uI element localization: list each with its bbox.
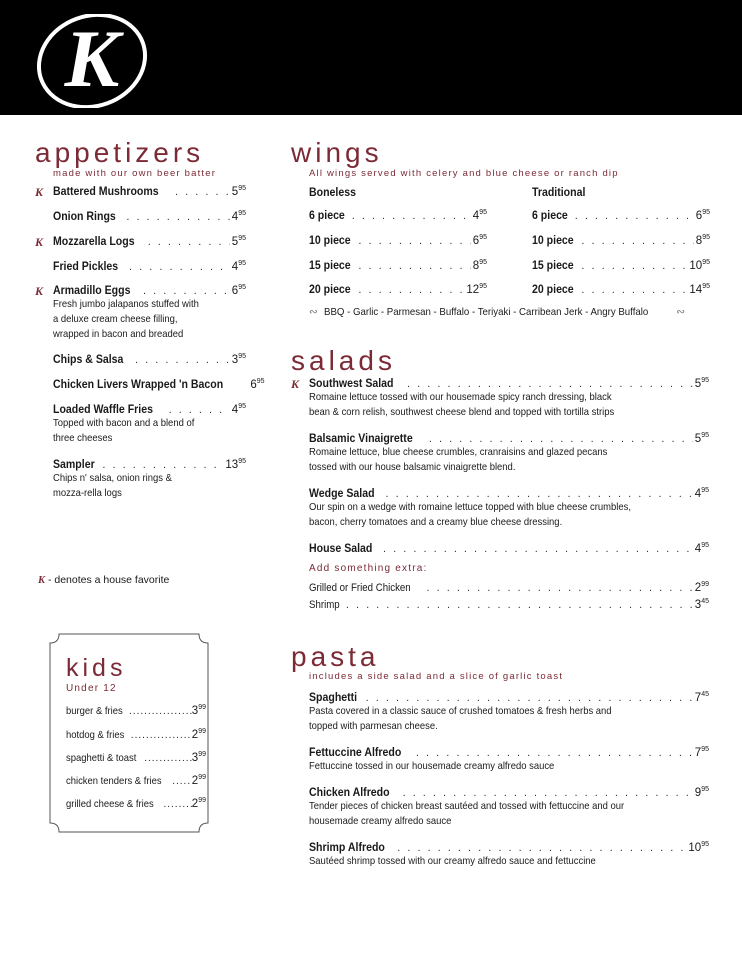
leader-dots	[102, 459, 223, 471]
menu-item	[53, 457, 246, 501]
price-cents: 95	[238, 353, 246, 361]
menu-item-name: Armadillo Eggs	[53, 283, 131, 297]
favorite-legend	[38, 574, 169, 586]
menu-item-row	[53, 283, 246, 297]
menu-item-price	[696, 209, 710, 222]
menu-item-row	[309, 282, 487, 296]
menu-item	[309, 282, 487, 296]
favorite-mark-icon: K	[38, 575, 46, 586]
leader-dots	[581, 235, 693, 247]
logo-letter: K	[64, 14, 120, 104]
kids-item-name: spaghetti & toast	[66, 751, 137, 764]
menu-item-price	[473, 209, 487, 222]
price-dollars: 5	[231, 236, 239, 248]
menu-item-price	[473, 234, 487, 247]
leader-dots	[427, 582, 693, 594]
menu-item-price	[688, 841, 709, 854]
menu-item	[309, 840, 709, 869]
menu-item-price	[473, 259, 487, 272]
menu-item	[309, 233, 487, 247]
price-dollars: 4	[472, 210, 480, 222]
menu-item-name: House Salad	[309, 541, 373, 555]
menu-item-description: Tender pieces of chicken breast sautéed and tossed with fettuccine and our housemade creamy alfredo sauce	[309, 800, 625, 827]
k-logo-icon	[36, 14, 148, 108]
menu-item	[53, 402, 246, 446]
menu-item-price	[250, 378, 264, 391]
leader-dots	[163, 799, 191, 810]
price-dollars: 6	[472, 235, 480, 247]
menu-item-row	[532, 282, 710, 296]
menu-item-description: Romaine lettuce, blue cheese crumbles, cranraisins and glazed pecans tossed with our house balsamic vinaigrette blend.	[309, 446, 608, 473]
price-dollars: 4	[231, 211, 239, 223]
house-favorite-icon: K	[35, 284, 44, 298]
price-cents: 99	[198, 774, 206, 781]
price-dollars: 4	[231, 261, 239, 273]
price-dollars: 2	[694, 581, 702, 594]
menu-item-name: Sampler	[53, 457, 95, 471]
menu-item-description: Sautéed shrimp tossed with our creamy alfredo sauce and fettuccine	[309, 855, 596, 867]
leader-dots	[366, 692, 693, 704]
menu-item	[532, 282, 710, 296]
menu-item	[532, 233, 710, 247]
price-dollars: 8	[695, 235, 703, 247]
menu-item-price	[696, 234, 710, 247]
leader-dots	[352, 210, 471, 222]
menu-item-row	[53, 209, 246, 223]
leader-dots	[129, 261, 230, 273]
menu-item-price	[695, 786, 709, 799]
leader-dots	[407, 378, 693, 390]
menu-item-name: Balsamic Vinaigrette	[309, 431, 413, 445]
menu-item-name: 20 piece	[532, 282, 574, 296]
menu-item	[35, 234, 246, 249]
leader-dots	[126, 211, 229, 223]
menu-item-name: Wedge Salad	[309, 486, 375, 500]
price-cents: 99	[198, 751, 206, 758]
leader-dots	[385, 488, 692, 500]
price-dollars: 3	[191, 704, 199, 717]
price-dollars: 8	[472, 260, 480, 272]
menu-item-row	[309, 486, 709, 500]
kids-item-price	[192, 751, 206, 764]
menu-item-price	[689, 283, 710, 296]
price-cents: 95	[238, 458, 246, 466]
price-cents: 99	[198, 728, 206, 735]
price-cents: 95	[479, 283, 487, 291]
menu-item-price	[232, 185, 246, 198]
menu-item-name: 6 piece	[309, 208, 345, 222]
menu-item-row	[309, 431, 709, 445]
price-cents: 99	[198, 797, 206, 804]
leader-dots	[143, 285, 230, 297]
boneless-header: Boneless	[309, 185, 356, 199]
kids-menu-item	[66, 704, 206, 717]
leader-dots	[581, 260, 687, 272]
leader-dots	[129, 706, 192, 717]
kids-subtitle: Under 12	[66, 683, 117, 694]
menu-item-price	[232, 235, 246, 248]
leader-dots	[581, 284, 687, 296]
menu-item-name: Chicken Livers Wrapped 'n Bacon	[53, 377, 224, 391]
menu-item-price	[695, 377, 709, 390]
leader-dots	[429, 433, 693, 445]
price-cents: 95	[479, 234, 487, 242]
price-cents: 95	[238, 210, 246, 218]
menu-item	[53, 377, 265, 391]
price-cents: 95	[701, 542, 709, 550]
menu-item-name: Onion Rings	[53, 209, 116, 223]
price-dollars: 3	[694, 598, 702, 611]
price-dollars: 14	[689, 284, 703, 296]
leader-dots	[135, 354, 230, 366]
menu-item-row	[309, 376, 709, 390]
menu-item-price	[466, 283, 487, 296]
price-cents: 95	[238, 235, 246, 243]
price-cents: 95	[701, 432, 709, 440]
menu-item-price	[695, 598, 709, 611]
wing-flavors	[309, 306, 685, 318]
menu-item-row	[53, 259, 246, 273]
menu-item-price	[695, 432, 709, 445]
price-dollars: 3	[191, 751, 199, 764]
menu-item-price	[695, 487, 709, 500]
menu-item-row	[53, 402, 246, 416]
menu-item-name: 10 piece	[309, 233, 351, 247]
menu-item	[309, 258, 487, 272]
traditional-header: Traditional	[532, 185, 586, 199]
price-cents: 95	[701, 487, 709, 495]
price-dollars: 2	[191, 728, 199, 741]
menu-item-price	[232, 260, 246, 273]
menu-item-price	[695, 581, 709, 594]
leader-dots	[358, 284, 464, 296]
menu-item-row	[309, 840, 709, 854]
price-cents: 95	[701, 841, 709, 849]
price-cents: 45	[701, 691, 709, 699]
flourish-right-icon: ∾	[676, 306, 686, 318]
price-cents: 95	[479, 259, 487, 267]
kids-item-price	[192, 774, 206, 787]
price-dollars: 10	[688, 842, 702, 854]
price-cents: 99	[701, 581, 709, 588]
pasta-title: pasta	[291, 641, 380, 672]
menu-item-price	[689, 259, 710, 272]
leader-dots	[148, 236, 230, 248]
price-dollars: 6	[231, 285, 239, 297]
menu-item	[532, 208, 710, 222]
menu-item-row	[532, 208, 710, 222]
menu-item-name: 20 piece	[309, 282, 351, 296]
menu-item-name: 10 piece	[532, 233, 574, 247]
price-cents: 95	[701, 377, 709, 385]
price-cents: 45	[701, 598, 709, 605]
menu-item-name: Shrimp	[309, 598, 340, 611]
leader-dots	[383, 543, 693, 555]
kids-item-price	[192, 797, 206, 810]
price-dollars: 5	[694, 433, 702, 445]
price-dollars: 13	[225, 459, 239, 471]
leader-dots	[169, 404, 230, 416]
leader-dots	[144, 753, 192, 764]
price-cents: 95	[702, 209, 710, 217]
price-dollars: 5	[694, 378, 702, 390]
kids-item-price	[192, 728, 206, 741]
menu-item-row	[309, 258, 487, 272]
menu-item-row	[309, 598, 709, 611]
kids-menu-item	[66, 751, 206, 764]
menu-item	[309, 208, 487, 222]
menu-item	[35, 283, 246, 342]
price-dollars: 2	[191, 774, 199, 787]
salads-title: salads	[291, 345, 396, 376]
menu-item	[291, 376, 709, 420]
house-favorite-icon: K	[35, 235, 44, 249]
menu-item-description: Romaine lettuce tossed with our housemade spicy ranch dressing, black bean & corn relish, southwest cheese blend and topped with tortilla strips	[309, 391, 615, 418]
menu-item-price	[232, 403, 246, 416]
menu-item-name: 6 piece	[532, 208, 568, 222]
price-dollars: 6	[250, 379, 257, 391]
flourish-left-icon: ∾	[309, 306, 318, 318]
kids-menu-item	[66, 774, 206, 787]
menu-item	[53, 259, 246, 273]
price-dollars: 6	[695, 210, 703, 222]
menu-item-row	[309, 208, 487, 222]
price-cents: 95	[702, 234, 710, 242]
menu-item-description: Our spin on a wedge with romaine lettuce topped with blue cheese crumbles, bacon, cherry tomatoes and a creamy blue cheese dressing.	[309, 501, 632, 528]
wings-subtitle: All wings served with celery and blue cheese or ranch dip	[309, 168, 619, 179]
price-dollars: 2	[191, 797, 199, 810]
leader-dots	[575, 210, 694, 222]
price-dollars: 9	[694, 787, 702, 799]
price-dollars: 3	[231, 354, 239, 366]
menu-item-row	[309, 745, 709, 759]
menu-item-row	[53, 457, 246, 471]
menu-item-name: Southwest Salad	[309, 376, 394, 390]
menu-item-price	[232, 284, 246, 297]
menu-item	[53, 209, 246, 223]
price-dollars: 4	[231, 404, 239, 416]
kids-menu-item	[66, 728, 206, 741]
leader-dots	[358, 235, 470, 247]
leader-dots	[403, 787, 693, 799]
kids-title: kids	[66, 654, 127, 682]
menu-item-name: Fettuccine Alfredo	[309, 745, 402, 759]
pasta-subtitle: includes a side salad and a slice of garlic toast	[309, 671, 564, 682]
wing-flavors-text: BBQ - Garlic - Parmesan - Buffalo - Teriyaki - Carribean Jerk - Angry Buffalo	[323, 306, 649, 318]
salads-extra-label: Add something extra:	[309, 563, 428, 574]
house-favorite-icon: K	[35, 185, 44, 199]
menu-item-price	[695, 542, 709, 555]
menu-item	[309, 431, 709, 475]
menu-item-row	[53, 377, 265, 391]
menu-item	[309, 745, 709, 774]
menu-item-name: Loaded Waffle Fries	[53, 402, 153, 416]
menu-item-price	[695, 691, 709, 704]
house-favorite-icon: K	[291, 377, 300, 391]
leader-dots	[397, 842, 686, 854]
menu-item	[309, 486, 709, 530]
kids-item-name: burger & fries	[66, 704, 123, 717]
menu-item-price	[225, 458, 246, 471]
leader-dots	[358, 260, 470, 272]
price-cents: 95	[479, 209, 487, 217]
kids-item-name: grilled cheese & fries	[66, 797, 154, 810]
price-cents: 95	[238, 260, 246, 268]
appetizers-subtitle: made with our own beer batter	[53, 168, 217, 179]
menu-item-row	[309, 581, 709, 594]
menu-item	[53, 352, 246, 366]
menu-item	[309, 785, 709, 829]
menu-item-name: Mozzarella Logs	[53, 234, 135, 248]
menu-item-name: Spaghetti	[309, 690, 358, 704]
menu-item-name: Chicken Alfredo	[309, 785, 390, 799]
menu-item-description: Fresh jumbo jalapanos stuffed with a deluxe cream cheese filling, wrapped in bacon and breaded	[53, 298, 199, 340]
menu-item-row	[309, 690, 709, 704]
menu-item-name: Battered Mushrooms	[53, 184, 159, 198]
price-dollars: 7	[694, 692, 702, 704]
menu-item-description: Pasta covered in a classic sauce of crushed tomatoes & fresh herbs and topped with parmesan cheese.	[309, 705, 612, 732]
price-dollars: 4	[694, 543, 702, 555]
menu-item	[532, 258, 710, 272]
menu-item	[309, 541, 709, 555]
menu-item-row	[53, 184, 246, 198]
kids-menu-item	[66, 797, 206, 810]
price-cents: 95	[238, 403, 246, 411]
menu-item-name: Chips & Salsa	[53, 352, 124, 366]
menu-item-description: Topped with bacon and a blend of three cheeses	[53, 417, 195, 444]
price-cents: 95	[702, 283, 710, 291]
menu-item	[35, 184, 246, 199]
menu-item-price	[695, 746, 709, 759]
menu-item-row	[53, 352, 246, 366]
menu-item-name: Grilled or Fried Chicken	[309, 581, 411, 594]
leader-dots	[175, 186, 230, 198]
price-cents: 99	[198, 704, 206, 711]
price-cents: 95	[238, 185, 246, 193]
menu-item-row	[53, 234, 246, 248]
kids-item-name: chicken tenders & fries	[66, 774, 162, 787]
price-cents: 95	[701, 786, 709, 794]
kids-item-name: hotdog & fries	[66, 728, 125, 741]
wings-title: wings	[291, 137, 383, 168]
menu-item-price	[232, 353, 246, 366]
menu-item-row	[532, 258, 710, 272]
price-dollars: 10	[689, 260, 703, 272]
price-cents: 95	[256, 378, 265, 386]
price-dollars: 7	[694, 747, 702, 759]
menu-item-name: 15 piece	[532, 258, 574, 272]
leader-dots	[416, 747, 693, 759]
menu-item	[309, 690, 709, 734]
menu-item-row	[309, 785, 709, 799]
favorite-legend-text: - denotes a house favorite	[47, 574, 170, 586]
menu-item-name: Shrimp Alfredo	[309, 840, 385, 854]
menu-item-name: 15 piece	[309, 258, 351, 272]
price-cents: 95	[701, 746, 709, 754]
leader-dots	[346, 599, 693, 611]
menu-item-name: Fried Pickles	[53, 259, 119, 273]
price-dollars: 4	[694, 488, 702, 500]
menu-item-row	[309, 233, 487, 247]
menu-item-description: Chips n' salsa, onion rings & mozza-rella logs	[53, 472, 172, 499]
price-dollars: 5	[231, 186, 239, 198]
menu-item-description: Fettuccine tossed in our housemade creamy alfredo sauce	[309, 760, 555, 772]
leader-dots	[172, 776, 192, 787]
price-cents: 95	[702, 259, 710, 267]
kids-item-price	[192, 704, 206, 717]
leader-dots	[131, 730, 192, 741]
price-dollars: 12	[466, 284, 480, 296]
menu-item-row	[532, 233, 710, 247]
appetizers-title: appetizers	[35, 137, 205, 168]
menu-item-price	[232, 210, 246, 223]
price-cents: 95	[238, 284, 246, 292]
menu-item	[309, 581, 709, 594]
menu-item	[309, 598, 709, 611]
menu-item-row	[309, 541, 709, 555]
